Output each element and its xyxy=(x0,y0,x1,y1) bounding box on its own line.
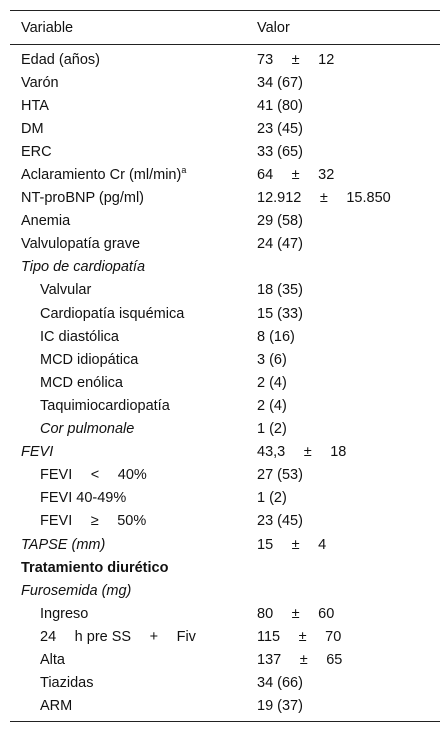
table-row xyxy=(10,233,440,256)
row-value: 19 (37) xyxy=(257,698,303,715)
table-row xyxy=(10,394,440,417)
table-row xyxy=(10,348,440,371)
header-value: Valor xyxy=(257,19,290,36)
row-value: 12.912 ± 15.850 xyxy=(257,190,391,207)
table-row xyxy=(10,187,440,210)
row-label xyxy=(10,490,255,506)
row-label-text: IC diastólica xyxy=(40,328,119,345)
row-label-text: ERC xyxy=(21,143,52,160)
table-row xyxy=(10,602,440,625)
row-value: 43,3 ± 18 xyxy=(257,444,347,461)
row-label-text: NT-proBNP (pg/ml) xyxy=(21,190,145,207)
row-label-text: Valvular xyxy=(40,282,92,299)
table-row xyxy=(10,94,440,117)
table-row xyxy=(10,533,440,556)
row-label xyxy=(10,467,255,483)
row-label xyxy=(10,444,255,460)
table-row xyxy=(10,418,440,441)
table-row xyxy=(10,117,440,140)
row-label-text: Aclaramiento Cr (ml/min) xyxy=(21,167,182,184)
row-label-text: Valvulopatía grave xyxy=(21,236,141,253)
table-row xyxy=(10,625,440,648)
table-row xyxy=(10,672,440,695)
row-value: 137 ± 65 xyxy=(257,651,343,668)
table-row xyxy=(10,648,440,671)
row-label-text: Ingreso xyxy=(40,605,89,622)
footnote-marker: a xyxy=(181,165,187,176)
table-row xyxy=(10,256,440,279)
table-row xyxy=(10,48,440,71)
row-label-text: Furosemida (mg) xyxy=(21,582,132,599)
row-label-text: Cor pulmonale xyxy=(40,421,135,438)
row-label xyxy=(10,52,255,68)
table-row xyxy=(10,464,440,487)
table-row xyxy=(10,556,440,579)
table-row xyxy=(10,71,440,94)
row-label-text: FEVI ≥ 50% xyxy=(40,513,147,530)
row-label-text: DM xyxy=(21,120,44,137)
row-value: 73 ± 12 xyxy=(257,51,335,68)
table-row xyxy=(10,325,440,348)
row-label-text: FEVI 40-49% xyxy=(40,490,127,507)
row-label xyxy=(10,167,255,183)
row-label-text: Alta xyxy=(40,651,65,668)
row-label xyxy=(10,236,255,252)
row-label-text: 24 h pre SS + Fiv xyxy=(40,628,196,645)
table-row xyxy=(10,510,440,533)
row-label-text: ARM xyxy=(40,698,73,715)
row-value: 24 (47) xyxy=(257,236,303,253)
row-label xyxy=(10,560,255,576)
row-label-text: FEVI xyxy=(21,444,54,461)
row-label xyxy=(10,329,255,345)
row-label-text: Edad (años) xyxy=(21,51,100,68)
row-value: 29 (58) xyxy=(257,213,303,230)
row-value: 41 (80) xyxy=(257,97,303,114)
row-value: 23 (45) xyxy=(257,120,303,137)
row-label-text: Cardiopatía isquémica xyxy=(40,305,185,322)
row-label-text: Taquimiocardiopatía xyxy=(40,397,170,414)
table-bottom-rule xyxy=(10,721,440,722)
row-value: 23 (45) xyxy=(257,513,303,530)
row-label xyxy=(10,629,255,645)
row-label-text: MCD enólica xyxy=(40,374,123,391)
row-value: 15 (33) xyxy=(257,305,303,322)
table-header xyxy=(10,11,440,45)
row-value: 2 (4) xyxy=(257,374,287,391)
row-label-text: MCD idiopática xyxy=(40,351,139,368)
row-value: 15 ± 4 xyxy=(257,536,327,553)
row-label xyxy=(10,421,255,437)
row-label xyxy=(10,259,255,275)
row-label xyxy=(10,583,255,599)
row-label xyxy=(10,190,255,206)
table-row xyxy=(10,140,440,163)
row-value: 64 ± 32 xyxy=(257,167,335,184)
table-row xyxy=(10,371,440,394)
row-value: 2 (4) xyxy=(257,397,287,414)
row-label xyxy=(10,513,255,529)
table-row xyxy=(10,487,440,510)
row-label xyxy=(10,675,255,691)
row-label xyxy=(10,698,255,714)
header-variable: Variable xyxy=(21,19,74,36)
table-row xyxy=(10,302,440,325)
row-label xyxy=(10,375,255,391)
row-label xyxy=(10,144,255,160)
row-value: 34 (67) xyxy=(257,74,303,91)
row-label xyxy=(10,306,255,322)
table-row xyxy=(10,695,440,718)
row-label-text: Anemia xyxy=(21,213,71,230)
row-label xyxy=(10,213,255,229)
row-value: 27 (53) xyxy=(257,467,303,484)
row-label-text: HTA xyxy=(21,97,49,114)
row-label-text: TAPSE (mm) xyxy=(21,536,106,553)
data-table xyxy=(10,10,440,722)
row-label-text: Tiazidas xyxy=(40,675,94,692)
row-label xyxy=(10,606,255,622)
table-row xyxy=(10,210,440,233)
table-row xyxy=(10,441,440,464)
row-value: 3 (6) xyxy=(257,351,287,368)
row-value: 1 (2) xyxy=(257,490,287,507)
row-value: 1 (2) xyxy=(257,421,287,438)
row-label xyxy=(10,121,255,137)
row-label xyxy=(10,652,255,668)
row-label xyxy=(10,537,255,553)
row-value: 115 ± 70 xyxy=(257,628,342,645)
row-label xyxy=(10,282,255,298)
row-value: 33 (65) xyxy=(257,143,303,160)
row-label xyxy=(10,98,255,114)
row-value: 80 ± 60 xyxy=(257,605,335,622)
row-label-text: FEVI < 40% xyxy=(40,467,147,484)
table-row xyxy=(10,579,440,602)
table-body xyxy=(10,45,440,718)
table-row xyxy=(10,163,440,186)
row-label-text: Varón xyxy=(21,74,59,91)
table-row xyxy=(10,279,440,302)
row-label-text: Tipo de cardiopatía xyxy=(21,259,146,276)
row-value: 18 (35) xyxy=(257,282,303,299)
row-label xyxy=(10,352,255,368)
row-value: 8 (16) xyxy=(257,328,295,345)
row-value: 34 (66) xyxy=(257,675,303,692)
row-label-text: Tratamiento diurético xyxy=(21,559,169,576)
row-label xyxy=(10,398,255,414)
row-label xyxy=(10,75,255,91)
